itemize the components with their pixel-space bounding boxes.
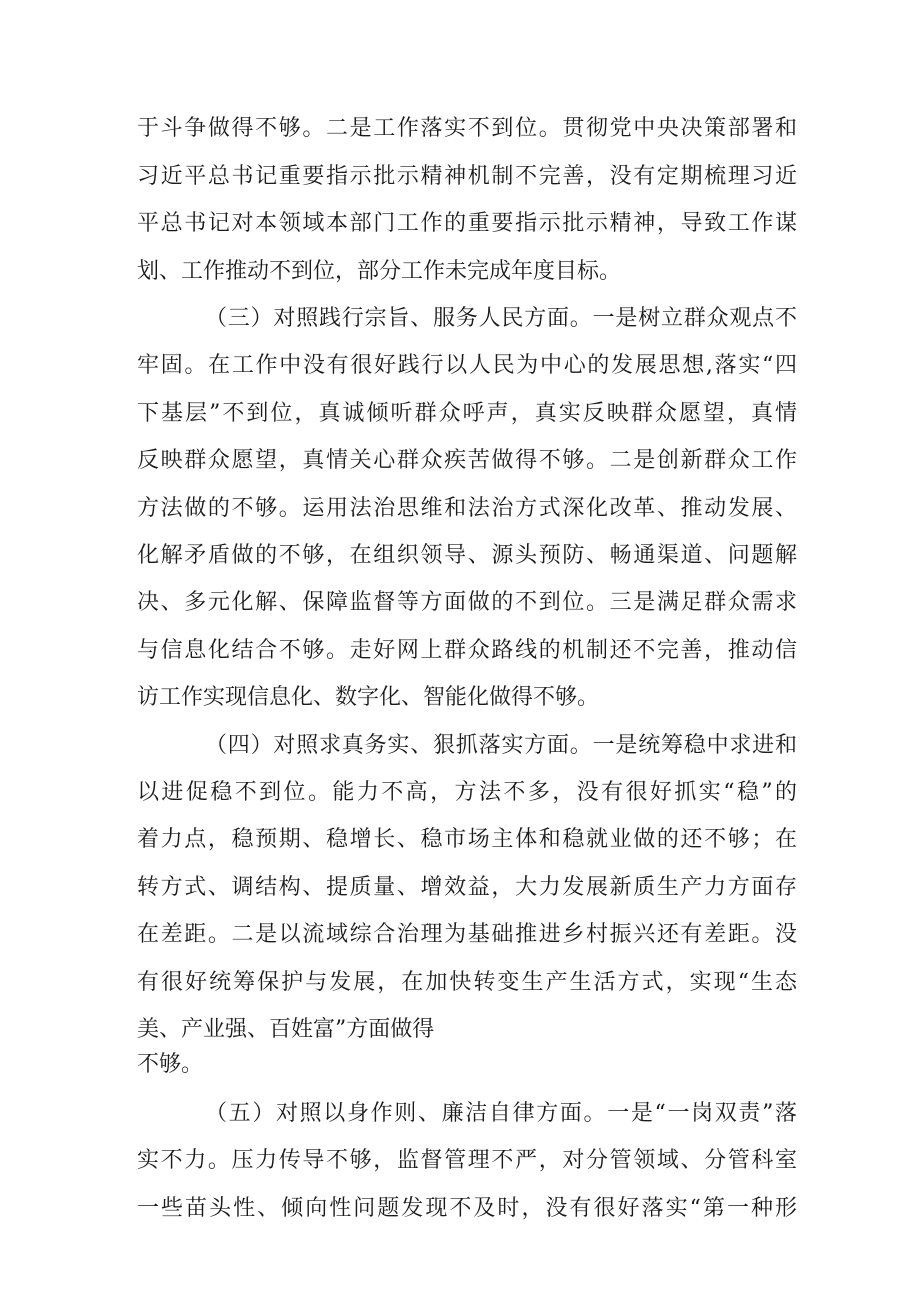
text-line: 在差距。二是以流域综合治理为基础推进乡村振兴还有差距。没 <box>137 922 797 947</box>
text-line: 划、工作推动不到位，部分工作未完成年度目标。 <box>137 259 622 284</box>
text-line: 化解矛盾做的不够，在组织领导、源头预防、畅通渠道、问题解 <box>137 543 797 568</box>
text-line: 与信息化结合不够。走好网上群众路线的机制还不完善，推动信 <box>137 638 797 663</box>
text-line: 牢固。在工作中没有很好践行以人民为中心的发展思想,落实“四 <box>137 353 797 378</box>
paragraph-heading-4: （四）对照求真务实、狠抓落实方面。一是统筹稳中求进和 <box>205 733 797 758</box>
paragraph-heading-3: （三）对照践行宗旨、服务人民方面。一是树立群众观点不 <box>205 306 797 331</box>
text-line: 美、产业强、百姓富”方面做得 <box>137 1017 435 1042</box>
text-line: 反映群众愿望，真情关心群众疾苦做得不够。二是创新群众工作 <box>137 448 797 473</box>
text-line: 转方式、调结构、提质量、增效益，大力发展新质生产力方面存 <box>137 875 797 900</box>
text-line: 方法做的不够。运用法治思维和法治方式深化改革、推动发展、 <box>137 496 797 521</box>
text-line: 下基层”不到位，真诚倾听群众呼声，真实反映群众愿望，真情 <box>137 401 797 426</box>
text-line: 不够。 <box>137 1052 204 1077</box>
text-line: 决、多元化解、保障监督等方面做的不到位。三是满足群众需求 <box>137 590 797 615</box>
text-line: 有很好统筹保护与发展，在加快转变生产生活方式，实现“生态 <box>137 970 797 995</box>
text-line: 平总书记对本领域本部门工作的重要指示批示精神，导致工作谋 <box>137 211 797 236</box>
text-line: 以进促稳不到位。能力不高，方法不多，没有很好抓实“稳”的 <box>137 780 797 805</box>
text-line: 一些苗头性、倾向性问题发现不及时，没有很好落实“第一种形 <box>137 1196 797 1221</box>
text-line: 着力点，稳预期、稳增长、稳市场主体和稳就业做的还不够；在 <box>137 827 797 852</box>
text-line: 访工作实现信息化、数字化、智能化做得不够。 <box>137 685 600 710</box>
text-line: 实不力。压力传导不够，监督管理不严，对分管领域、分管科室 <box>137 1148 797 1173</box>
paragraph-heading-5: （五）对照以身作则、廉洁自律方面。一是“一岗双责”落 <box>205 1101 797 1126</box>
text-line: 于斗争做得不够。二是工作落实不到位。贯彻党中央决策部署和 <box>137 116 797 141</box>
text-line: 习近平总书记重要指示批示精神机制不完善，没有定期梳理习近 <box>137 164 797 189</box>
